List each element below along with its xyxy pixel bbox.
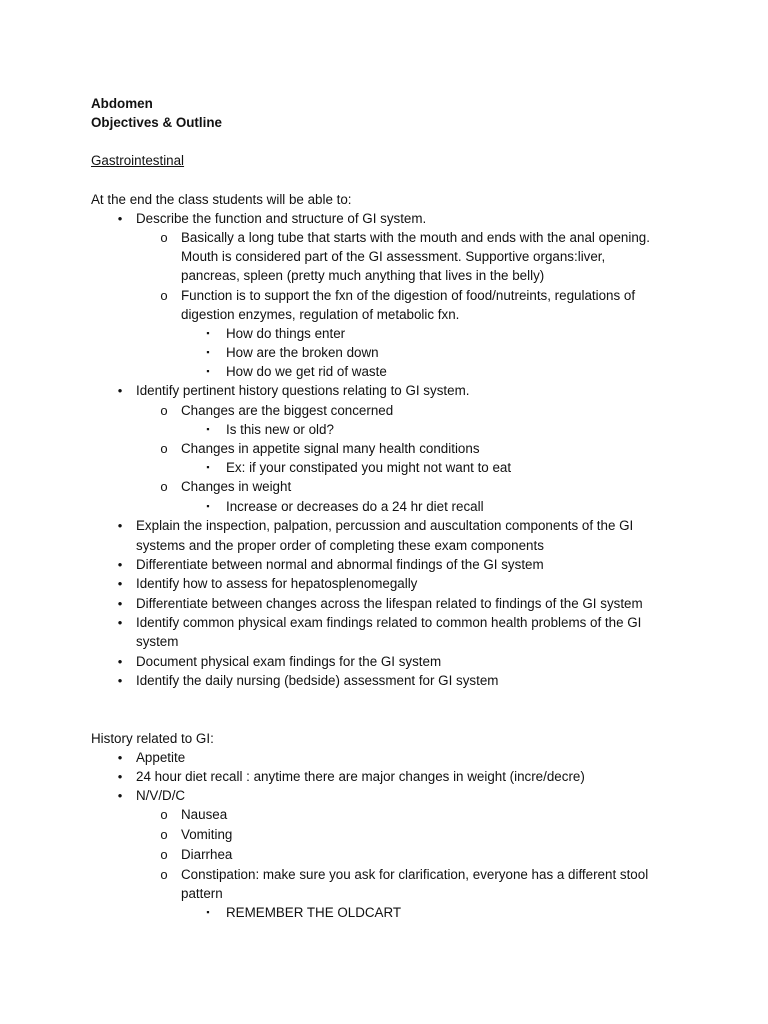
bullet-disc: • xyxy=(117,576,123,591)
list-item-continuation: systems and the proper order of completing these exam components xyxy=(136,538,544,553)
list-item: REMEMBER THE OLDCART xyxy=(226,905,402,920)
list-item: Basically a long tube that starts with the mouth and ends with the anal opening. xyxy=(181,230,650,245)
list-item: Increase or decreases do a 24 hr diet recall xyxy=(226,499,484,514)
bullet-disc: • xyxy=(117,615,123,630)
list-item: Differentiate between changes across the lifespan related to findings of the GI system xyxy=(136,596,643,611)
bullet-disc: • xyxy=(117,383,123,398)
list-item: Describe the function and structure of GI system. xyxy=(136,211,427,226)
list-item: Identify pertinent history questions relating to GI system. xyxy=(136,383,470,398)
bullet-disc: • xyxy=(117,557,123,572)
bullet-disc: • xyxy=(117,788,123,803)
bullet-circle: o xyxy=(160,479,168,494)
list-item-continuation: digestion enzymes, regulation of metabolic fxn. xyxy=(181,307,460,322)
list-item: How do we get rid of waste xyxy=(226,364,387,379)
bullet-square: ▪ xyxy=(206,907,210,917)
bullet-disc: • xyxy=(117,211,123,226)
list-item: Is this new or old? xyxy=(226,422,334,437)
list-item: Diarrhea xyxy=(181,847,233,862)
list-item: Vomiting xyxy=(181,827,233,842)
list-item: Function is to support the fxn of the digestion of food/nutreints, regulations of xyxy=(181,288,636,303)
list-item-continuation: system xyxy=(136,634,179,649)
list-item: Changes are the biggest concerned xyxy=(181,403,394,418)
list-item: Identify common physical exam findings related to common health problems of the GI xyxy=(136,615,642,630)
bullet-disc: • xyxy=(117,654,123,669)
list-item: N/V/D/C xyxy=(136,788,186,803)
list-item: How are the broken down xyxy=(226,345,379,360)
list-item-continuation: Mouth is considered part of the GI assessment. Supportive organs:liver, xyxy=(181,249,606,264)
doc-title: Abdomen xyxy=(91,96,153,111)
bullet-circle: o xyxy=(160,827,168,842)
bullet-disc: • xyxy=(117,750,123,765)
bullet-square: ▪ xyxy=(206,424,210,434)
bullet-circle: o xyxy=(160,288,168,303)
bullet-square: ▪ xyxy=(206,366,210,376)
list-item: Identify how to assess for hepatosplenomegally xyxy=(136,576,418,591)
list-item: Differentiate between normal and abnormal findings of the GI system xyxy=(136,557,544,572)
list-item-continuation: pattern xyxy=(181,886,223,901)
history-heading: History related to GI: xyxy=(91,731,214,746)
bullet-disc: • xyxy=(117,518,123,533)
bullet-square: ▪ xyxy=(206,462,210,472)
bullet-disc: • xyxy=(117,596,123,611)
bullet-circle: o xyxy=(160,807,168,822)
bullet-circle: o xyxy=(160,847,168,862)
list-item: How do things enter xyxy=(226,326,346,341)
list-item: Changes in appetite signal many health conditions xyxy=(181,441,480,456)
bullet-circle: o xyxy=(160,867,168,882)
bullet-circle: o xyxy=(160,403,168,418)
doc-subtitle: Objectives & Outline xyxy=(91,115,222,130)
list-item: Appetite xyxy=(136,750,186,765)
list-item: Nausea xyxy=(181,807,228,822)
list-item: 24 hour diet recall : anytime there are major changes in weight (incre/decre) xyxy=(136,769,585,784)
list-item: Explain the inspection, palpation, percussion and auscultation components of the GI xyxy=(136,518,634,533)
list-item: Ex: if your constipated you might not want to eat xyxy=(226,460,512,475)
list-item: Document physical exam findings for the GI system xyxy=(136,654,442,669)
list-item: Identify the daily nursing (bedside) assessment for GI system xyxy=(136,673,499,688)
bullet-square: ▪ xyxy=(206,328,210,338)
bullet-disc: • xyxy=(117,769,123,784)
list-item: Changes in weight xyxy=(181,479,292,494)
bullet-disc: • xyxy=(117,673,123,688)
bullet-circle: o xyxy=(160,441,168,456)
intro-text: At the end the class students will be able to: xyxy=(91,192,352,207)
bullet-square: ▪ xyxy=(206,347,210,357)
section-heading: Gastrointestinal xyxy=(91,153,185,168)
bullet-square: ▪ xyxy=(206,501,210,511)
list-item-continuation: pancreas, spleen (pretty much anything that lives in the belly) xyxy=(181,268,545,283)
bullet-circle: o xyxy=(160,230,168,245)
list-item: Constipation: make sure you ask for clarification, everyone has a different stool xyxy=(181,867,649,882)
